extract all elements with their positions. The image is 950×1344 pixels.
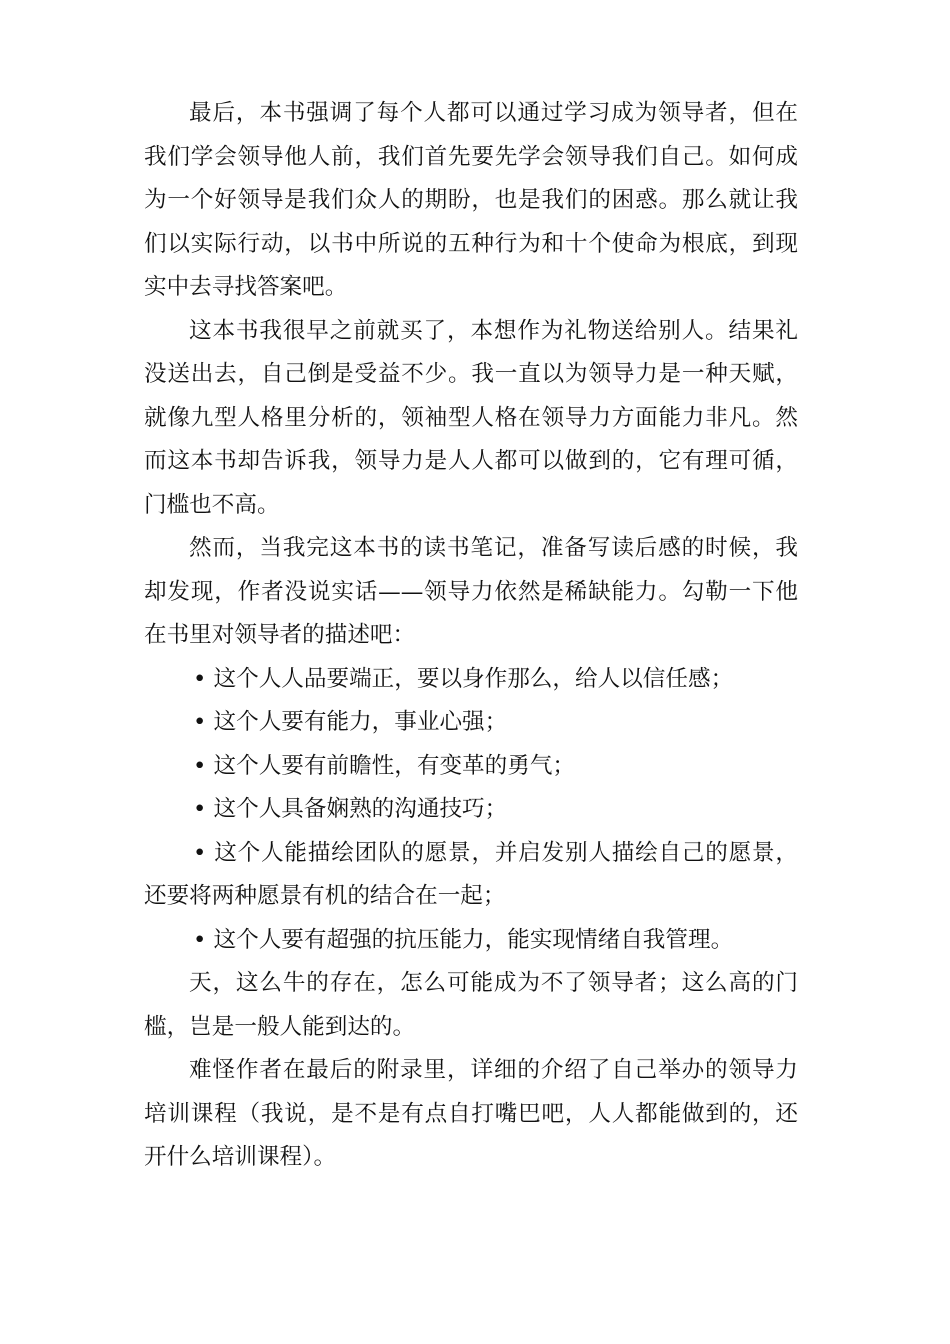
paragraph-leadership-rare: 然而，当我完这本书的读书笔记，准备写读后感的时候，我却发现，作者没说实话——领导力依然是稀缺能力。勾勒一下他在书里对领导者的描述吧： [144,535,798,648]
list-item: • 这个人要有前瞻性，有变革的勇气； [193,752,576,779]
paragraph-book-purchase: 这本书我很早之前就买了，本想作为礼物送给别人。结果礼没送出去，自己倒是受益不少。我一直以为领导力是一种天赋，就像九型人格里分析的，领袖型人格在领导力方面能力非凡。然而这本书却告诉我，领导力是人人都可以做到的，它有理可循，门槛也不高。 [144,317,798,518]
paragraph-conclusion: 最后，本书强调了每个人都可以通过学习成为领导者，但在我们学会领导他人前，我们首先要先学会领导我们自己。如何成为一个好领导是我们众人的期盼，也是我们的困惑。那么就让我们以实际行动，以书中所说的五种行为和十个使命为根底，到现实中去寻找答案吧。 [144,100,798,300]
paragraph-high-threshold: 天，这么牛的存在，怎么可能成为不了领导者；这么高的门槛，岂是一般人能到达的。 [144,970,798,1040]
list-item: • 这个人能描绘团队的愿景，并启发别人描绘自己的愿景，还要将两种愿景有机的结合在一起； [144,839,798,909]
list-item: • 这个人要有超强的抗压能力，能实现情绪自我管理。 [193,926,734,953]
list-item: • 这个人具备娴熟的沟通技巧； [193,796,508,822]
list-item: • 这个人要有能力，事业心强； [193,709,508,735]
paragraph-appendix-training: 难怪作者在最后的附录里，详细的介绍了自己举办的领导力培训课程（我说，是不是有点自打嘴巴吧，人人都能做到的，还开什么培训课程）。 [144,1057,798,1170]
list-item: • 这个人人品要端正，要以身作那么，给人以信任感； [193,665,734,692]
document-body [144,92,798,1180]
